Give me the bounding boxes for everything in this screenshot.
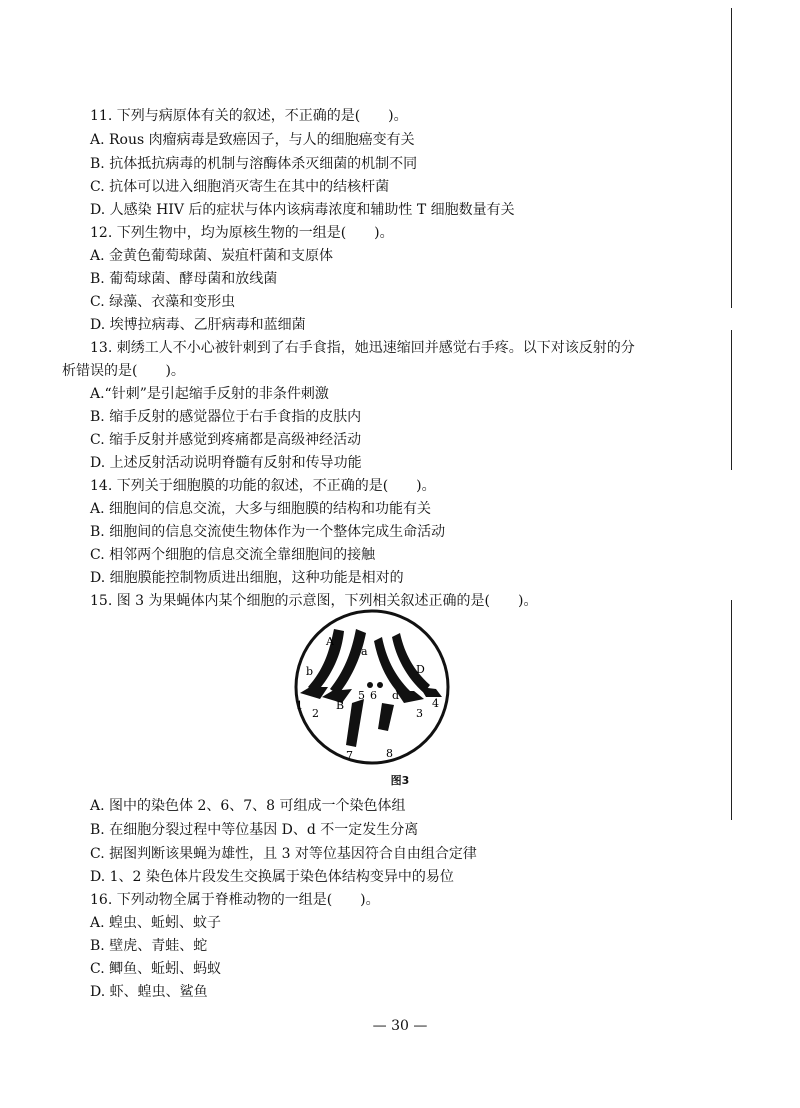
chromosome-6 <box>377 682 383 688</box>
question-12-option-c: C. 绿藻、衣藻和变形虫 <box>90 294 236 310</box>
figure-caption: 图3 <box>390 774 410 787</box>
scan-edge-line-upper <box>731 8 732 308</box>
question-12-option-d: D. 埃博拉病毒、乙肝病毒和蓝细菌 <box>90 317 306 333</box>
gene-label-b: b <box>306 665 314 678</box>
question-16-option-c: C. 鲫鱼、蚯蚓、蚂蚁 <box>90 961 222 977</box>
question-13-option-c: C. 缩手反射并感觉到疼痛都是高级神经活动 <box>90 432 362 448</box>
scan-edge-line-middle <box>731 330 732 470</box>
chromosome-number-8: 8 <box>386 747 393 760</box>
question-13-stem-line1: 13. 刺绣工人不小心被针刺到了右手食指，她迅速缩回并感觉右手疼。以下对该反射的分 <box>90 340 635 356</box>
question-16-option-b: B. 壁虎、青蛙、蛇 <box>90 938 208 954</box>
chromosome-number-2: 2 <box>312 707 319 720</box>
question-14-stem: 14. 下列关于细胞膜的功能的叙述，不正确的是( )。 <box>90 478 436 494</box>
chromosome-number-4: 4 <box>432 697 439 710</box>
gene-label-B: B <box>336 699 345 712</box>
question-11-option-c: C. 抗体可以进入细胞消灭寄生在其中的结核杆菌 <box>90 179 390 195</box>
question-13-option-a: A.“针刺”是引起缩手反射的非条件刺激 <box>90 386 329 402</box>
question-15-stem: 15. 图 3 为果蝇体内某个细胞的示意图，下列相关叙述正确的是( )。 <box>90 593 538 609</box>
question-12-stem: 12. 下列生物中，均为原核生物的一组是( )。 <box>90 225 394 241</box>
chromosome-number-6: 6 <box>370 689 377 702</box>
question-13-option-d: D. 上述反射活动说明脊髓有反射和传导功能 <box>90 455 362 471</box>
chromosome-number-5: 5 <box>358 689 365 702</box>
chromosome-5 <box>367 682 373 688</box>
question-16-option-d: D. 虾、蝗虫、鲨鱼 <box>90 984 208 1000</box>
gene-label-A: A <box>326 635 334 648</box>
question-15-option-c: C. 据图判断该果蝇为雄性，且 3 对等位基因符合自由组合定律 <box>90 846 477 862</box>
question-11-stem: 11. 下列与病原体有关的叙述，不正确的是( )。 <box>90 108 408 124</box>
question-14-option-b: B. 细胞间的信息交流使生物体作为一个整体完成生命活动 <box>90 524 446 540</box>
chromosome-number-3: 3 <box>416 707 423 720</box>
question-12-option-b: B. 葡萄球菌、酵母菌和放线菌 <box>90 271 278 287</box>
chromosome-number-7: 7 <box>346 749 353 762</box>
gene-label-d: d <box>392 689 400 702</box>
question-11-option-b: B. 抗体抵抗病毒的机制与溶酶体杀灭细菌的机制不同 <box>90 156 418 172</box>
question-15-option-b: B. 在细胞分裂过程中等位基因 D、d 不一定发生分离 <box>90 822 419 838</box>
scan-edge-line-lower <box>731 600 732 820</box>
cell-diagram-figure <box>286 607 458 767</box>
question-13-stem-line2: 析错误的是( )。 <box>62 363 185 379</box>
gene-label-D: D <box>416 663 425 676</box>
question-14-option-d: D. 细胞膜能控制物质进出细胞，这种功能是相对的 <box>90 570 404 586</box>
question-14-option-c: C. 相邻两个细胞的信息交流全靠细胞间的接触 <box>90 547 376 563</box>
chromosome-number-1: 1 <box>296 699 303 712</box>
question-16-option-a: A. 蝗虫、蚯蚓、蚊子 <box>90 915 222 931</box>
question-13-option-b: B. 缩手反射的感觉器位于右手食指的皮肤内 <box>90 409 362 425</box>
question-12-option-a: A. 金黄色葡萄球菌、炭疽杆菌和支原体 <box>90 248 334 264</box>
question-11-option-d: D. 人感染 HIV 后的症状与体内该病毒浓度和辅助性 T 细胞数量有关 <box>90 202 515 218</box>
gene-label-a: a <box>361 645 368 658</box>
question-15-option-d: D. 1、2 染色体片段发生交换属于染色体结构变异中的易位 <box>90 869 454 885</box>
question-14-option-a: A. 细胞间的信息交流，大多与细胞膜的结构和功能有关 <box>90 501 432 517</box>
question-15-option-a: A. 图中的染色体 2、6、7、8 可组成一个染色体组 <box>90 798 406 814</box>
question-16-stem: 16. 下列动物全属于脊椎动物的一组是( )。 <box>90 892 380 908</box>
page-number: — 30 — <box>372 1018 428 1034</box>
question-11-option-a: A. Rous 肉瘤病毒是致癌因子，与人的细胞癌变有关 <box>90 132 415 148</box>
